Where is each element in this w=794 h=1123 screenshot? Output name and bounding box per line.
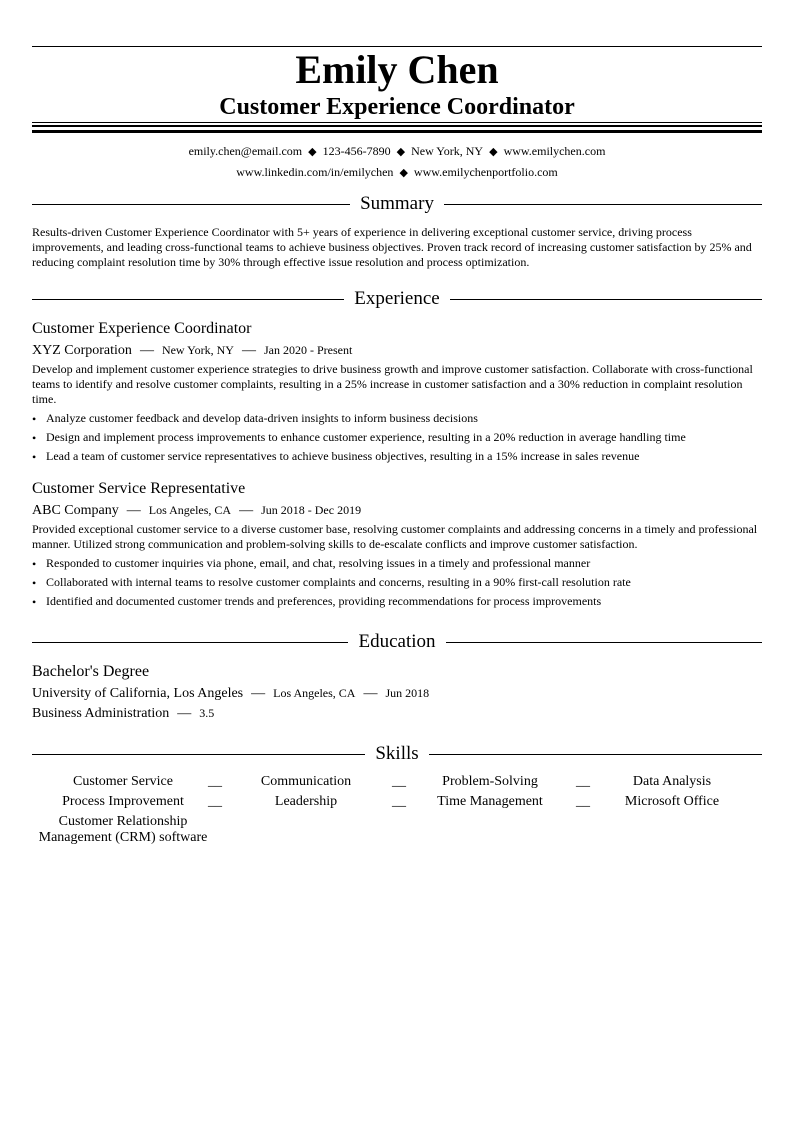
candidate-title: Customer Experience Coordinator xyxy=(219,94,575,120)
skill-separator: __ xyxy=(392,774,406,789)
diamond-icon: ◆ xyxy=(308,146,317,158)
school-location: Los Angeles, CA xyxy=(273,686,356,700)
skill-separator: __ xyxy=(208,774,222,789)
skills-grid xyxy=(32,774,762,846)
graduation-date: Jun 2018 xyxy=(385,686,430,700)
education-heading-label: Education xyxy=(358,631,436,652)
skill-item: Communication __ xyxy=(260,774,406,789)
job-bullets xyxy=(32,411,762,468)
summary-heading xyxy=(32,192,762,216)
skills-row xyxy=(32,814,762,846)
skill-separator: __ xyxy=(392,794,406,809)
skill-item: Leadership __ xyxy=(274,794,406,809)
skill-item: Data Analysis xyxy=(632,774,712,789)
dash-separator: — xyxy=(126,503,141,518)
job-description: Provided exceptional customer service to a diverse customer base, resolving customer complaints and addressing concerns in a timely and professional manner. Utilized strong communication and problem-solving skills to de-escalate conflicts and improve customer satisfaction. xyxy=(32,522,758,551)
job-bullets xyxy=(32,556,762,613)
experience-heading xyxy=(32,287,762,311)
list-item: • Collaborated with internal teams to resolve customer complaints and concerns, resulting in a 90% first-call resolution rate xyxy=(32,575,631,590)
dash-separator: — xyxy=(239,503,254,518)
email-link[interactable]: emily.chen@email.com xyxy=(188,144,303,158)
skill-item: Time Management __ xyxy=(437,794,590,809)
contact-line-2 xyxy=(32,164,762,181)
degree-title: Bachelor's Degree xyxy=(32,663,150,680)
bullet-icon: • xyxy=(32,576,37,590)
job-meta xyxy=(32,341,352,360)
summary-text: Results-driven Customer Experience Coordinator with 5+ years of experience in delivering exceptional customer service, driving process improvements, and leading cross-functional teams to achieve business objectives. Proven track record of increasing customer satisfaction by 25% and reducing complaint resolution time by 30% through effective issue resolution and process optimization. xyxy=(32,225,752,269)
dash-separator: — xyxy=(241,343,256,358)
bullet-icon: • xyxy=(32,557,37,571)
job-dates: Jan 2020 - Present xyxy=(263,343,353,357)
skills-row xyxy=(32,794,762,814)
list-item: • Analyze customer feedback and develop data-driven insights to inform business decisions xyxy=(32,411,478,426)
job-meta xyxy=(32,501,361,520)
list-item: • Identified and documented customer trends and preferences, providing recommendations for process improvements xyxy=(32,594,602,609)
job-location: Los Angeles, CA xyxy=(148,503,232,517)
portfolio-link[interactable]: www.emilychenportfolio.com xyxy=(413,165,558,179)
skill-item: Problem-Solving __ xyxy=(442,774,590,789)
major-meta xyxy=(32,704,214,723)
job-title: Customer Experience Coordinator xyxy=(32,320,252,337)
company-name: XYZ Corporation xyxy=(32,343,132,358)
gpa-value: 3.5 xyxy=(199,706,215,720)
job-description: Develop and implement customer experience strategies to drive business growth and improve customer satisfaction. Collaborate with cross-functional teams to identify and resolve customer complaints, resulting in a 25% increase in customer satisfaction and a 30% reduction in complaint resolution time. xyxy=(32,362,753,406)
bullet-icon: • xyxy=(32,450,37,464)
school-name: University of California, Los Angeles xyxy=(32,686,244,701)
dash-separator: — xyxy=(177,706,192,721)
skills-row xyxy=(32,774,762,794)
header-rule-thick xyxy=(32,130,762,133)
diamond-icon: ◆ xyxy=(489,146,498,158)
skill-separator: __ xyxy=(208,794,222,809)
dash-separator: — xyxy=(363,686,378,701)
skill-item: Customer Service __ xyxy=(73,774,222,789)
major-name: Business Administration xyxy=(32,706,170,721)
website-link[interactable]: www.emilychen.com xyxy=(503,144,606,158)
job-dates: Jun 2018 - Dec 2019 xyxy=(261,503,362,517)
bullet-icon: • xyxy=(32,595,37,609)
linkedin-link[interactable]: www.linkedin.com/in/emilychen xyxy=(236,165,394,179)
list-item: • Responded to customer inquiries via phone, email, and chat, resolving issues in a timely and professional manner xyxy=(32,556,591,571)
dash-separator: — xyxy=(139,343,154,358)
location-text: New York, NY xyxy=(411,144,484,158)
skill-item: Customer Relationship Management (CRM) software xyxy=(38,814,208,845)
job-title: Customer Service Representative xyxy=(32,480,246,497)
list-item: • Design and implement process improvements to enhance customer experience, resulting in a 20% reduction in average handling time xyxy=(32,430,686,445)
diamond-icon: ◆ xyxy=(399,167,408,179)
job-location: New York, NY xyxy=(161,343,234,357)
contact-line-1 xyxy=(32,143,762,160)
header-rule-medium xyxy=(32,125,762,127)
summary-heading-label: Summary xyxy=(360,193,434,214)
education-heading xyxy=(32,630,762,654)
skill-item: Process Improvement __ xyxy=(62,794,222,809)
company-name: ABC Company xyxy=(32,503,119,518)
dash-separator: — xyxy=(251,686,266,701)
skills-heading-label: Skills xyxy=(375,743,419,764)
phone-text: 123-456-7890 xyxy=(322,144,391,158)
skills-heading xyxy=(32,742,762,766)
bullet-icon: • xyxy=(32,431,37,445)
skill-item: Microsoft Office xyxy=(624,794,720,809)
diamond-icon: ◆ xyxy=(396,146,406,158)
skill-separator: __ xyxy=(576,794,590,809)
experience-heading-label: Experience xyxy=(354,288,440,309)
skill-separator: __ xyxy=(576,774,590,789)
header-rule-thin xyxy=(32,122,762,123)
school-meta xyxy=(32,684,429,703)
candidate-name: Emily Chen xyxy=(295,47,499,92)
bullet-icon: • xyxy=(32,412,37,426)
list-item: • Lead a team of customer service representatives to achieve business objectives, resulting in a 15% increase in sales revenue xyxy=(32,449,640,464)
